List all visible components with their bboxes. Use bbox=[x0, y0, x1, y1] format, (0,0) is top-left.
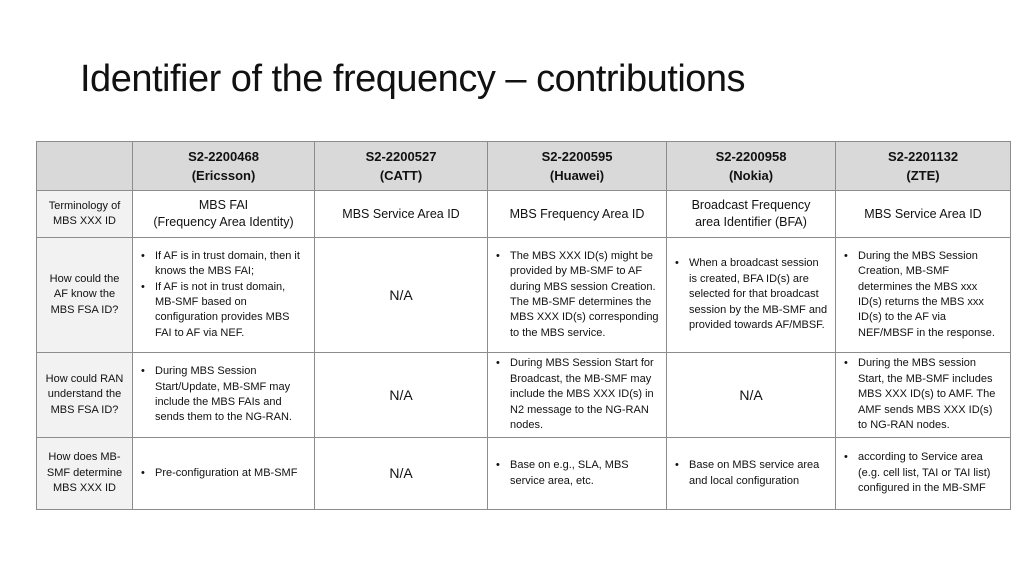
list-item: • During MBS Session Start for Broadcast, the MB-SMF may include the MBS XXX ID(s) in N2 message to the NG-RAN nodes. bbox=[496, 356, 660, 433]
table-cell bbox=[488, 438, 667, 510]
table-cell bbox=[836, 238, 1011, 353]
list-item: • If AF is in trust domain, then it knows the MBS FAI; bbox=[141, 249, 308, 280]
table-cell: MBS Service Area ID bbox=[836, 191, 1011, 238]
list-item: • Pre-configuration at MB-SMF bbox=[141, 466, 308, 481]
header-ericsson: S2-2200468 (Ericsson) bbox=[133, 142, 315, 191]
table-cell bbox=[667, 238, 836, 353]
header-row bbox=[37, 142, 1011, 191]
table-cell bbox=[488, 353, 667, 438]
header-huawei: S2-2200595 (Huawei) bbox=[488, 142, 667, 191]
corner-cell bbox=[37, 142, 133, 191]
slide-title: Identifier of the frequency – contributions bbox=[80, 58, 746, 100]
list-item: • During the MBS Session Creation, MB-SMF determines the MBS xxx ID(s) returns the MBS xxx ID(s) to the AF via NEF/MBSF in the response. bbox=[844, 249, 1004, 341]
table-cell bbox=[836, 438, 1011, 510]
row-label: How could RAN understand the MBS FSA ID? bbox=[37, 353, 133, 438]
list-item: • When a broadcast session is created, BFA ID(s) are selected for that broadcast session by the MB-SMF and provided towards AF/MBSF. bbox=[675, 256, 829, 333]
list-item: • Base on e.g., SLA, MBS service area, etc. bbox=[496, 458, 660, 489]
table-cell: MBS FAI (Frequency Area Identity) bbox=[133, 191, 315, 238]
table-row-terminology bbox=[37, 191, 1011, 238]
table-row-mbsmf-determine bbox=[37, 438, 1011, 510]
table-cell: MBS Service Area ID bbox=[315, 191, 488, 238]
table-cell bbox=[667, 438, 836, 510]
table-cell: MBS Frequency Area ID bbox=[488, 191, 667, 238]
list-item: • If AF is not in trust domain, MB-SMF based on configuration provides MBS FAI to AF via NEF. bbox=[141, 280, 308, 342]
row-label: How could the AF know the MBS FSA ID? bbox=[37, 238, 133, 353]
row-label: How does MB-SMF determine MBS XXX ID bbox=[37, 438, 133, 510]
list-item: • During MBS Session Start/Update, MB-SMF may include the MBS FAIs and sends them to the NG-RAN. bbox=[141, 364, 308, 426]
list-item: • During the MBS session Start, the MB-SMF includes MBS XXX ID(s) to AMF. The AMF sends MBS XXX ID(s) to NG-RAN nodes. bbox=[844, 356, 1004, 433]
table-cell bbox=[133, 353, 315, 438]
header-nokia: S2-2200958 (Nokia) bbox=[667, 142, 836, 191]
table-cell bbox=[133, 438, 315, 510]
table-cell bbox=[488, 238, 667, 353]
list-item: • The MBS XXX ID(s) might be provided by MB-SMF to AF during MBS session Creation. The MB-SMF determines the MBS XXX ID(s) corresponding to the MBS service. bbox=[496, 249, 660, 341]
header-catt: S2-2200527 (CATT) bbox=[315, 142, 488, 191]
list-item: • Base on MBS service area and local configuration bbox=[675, 458, 829, 489]
table-cell bbox=[133, 238, 315, 353]
table-cell: N/A bbox=[315, 438, 488, 510]
table-row-af-know bbox=[37, 238, 1011, 353]
list-item: • according to Service area (e.g. cell list, TAI or TAI list) configured in the MB-SMF bbox=[844, 450, 1004, 496]
table-cell: Broadcast Frequency area Identifier (BFA) bbox=[667, 191, 836, 238]
table-cell: N/A bbox=[315, 238, 488, 353]
table-cell: N/A bbox=[667, 353, 836, 438]
table-cell bbox=[836, 353, 1011, 438]
table-row-ran-understand bbox=[37, 353, 1011, 438]
contributions-table bbox=[36, 141, 1011, 510]
header-zte: S2-2201132 (ZTE) bbox=[836, 142, 1011, 191]
table-cell: N/A bbox=[315, 353, 488, 438]
row-label: Terminology of MBS XXX ID bbox=[37, 191, 133, 238]
